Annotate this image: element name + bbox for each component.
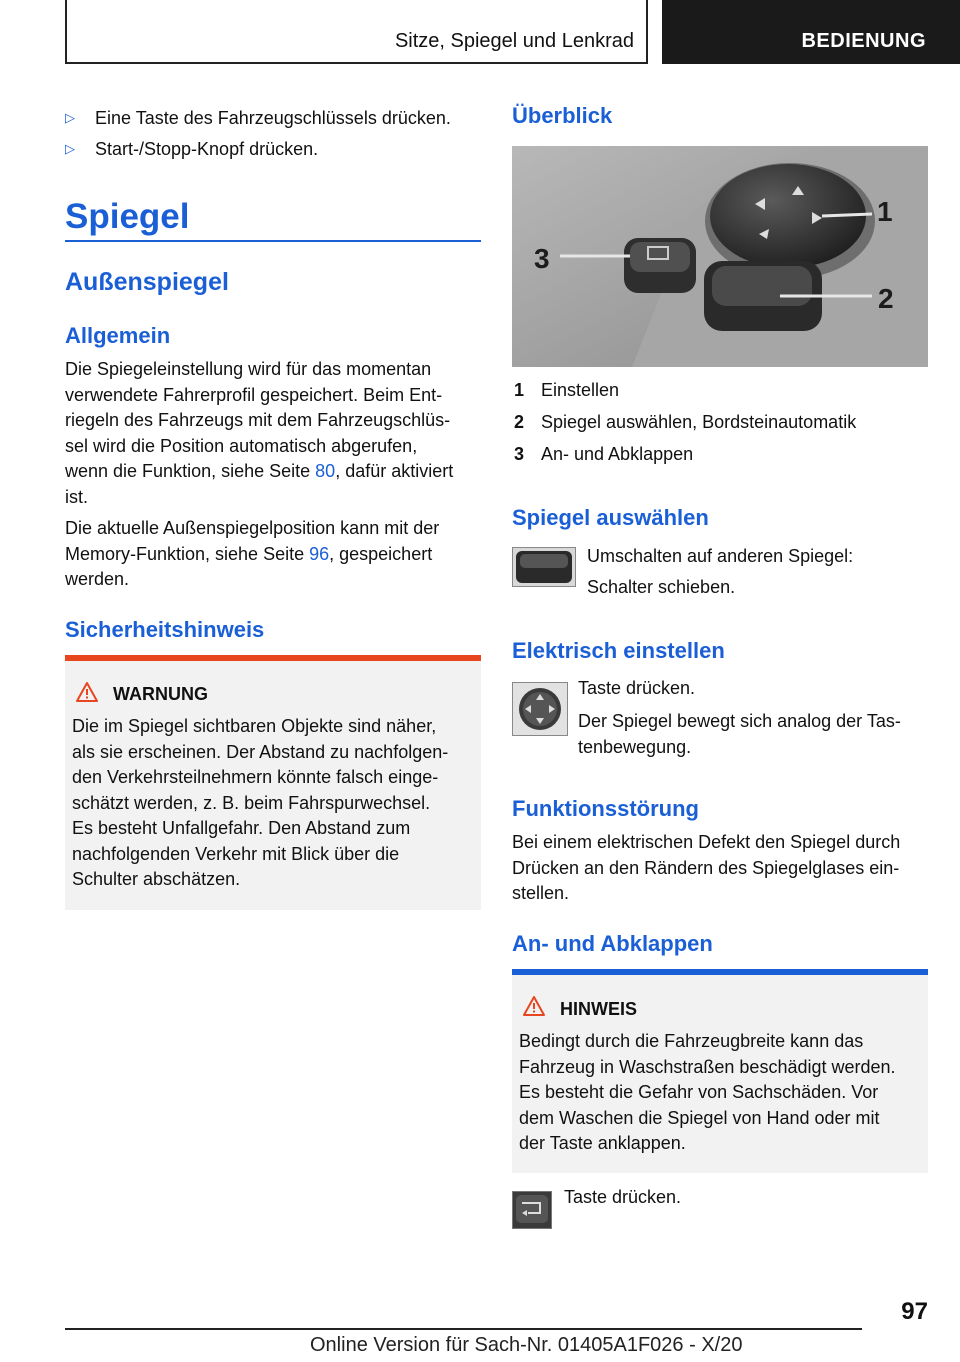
warning-title: WARNUNG — [113, 684, 208, 704]
paragraph-memory: Die aktuelle Außenspiegelposition kann mit der Memory-Funktion, siehe Seite 96, gespeichert werden. — [65, 518, 440, 589]
fold-text: Taste drücken. — [564, 1187, 682, 1207]
section-tab-label: BEDIENUNG — [801, 30, 926, 52]
legend-text: Spiegel auswählen, Bordsteinautomatik — [541, 412, 857, 432]
warning-text: Die im Spiegel sichtbaren Objekte sind näher, als sie erscheinen. Der Abstand zu nachfolgen- den Verkehrsteilnehmern könnte falsch einge- schätzt werden, z. B. beim Fahrspurwechsel. Es besteht Unfallgefahr. Den Abstand zum nachfolgenden Verkehr mit Blick über die Schulter abschätzen. — [72, 716, 449, 889]
heading-sicherheitshinweis: Sicherheitshinweis — [65, 617, 265, 642]
triangle-bullet-icon: ▷ — [65, 141, 75, 156]
warning-box — [65, 655, 481, 910]
notice-triangle-icon — [522, 995, 546, 1017]
notice-title: HINWEIS — [560, 999, 638, 1019]
notice-box — [512, 969, 928, 1173]
heading-spiegel-auswaehlen: Spiegel auswählen — [512, 505, 709, 530]
page-link-96[interactable]: 96 — [309, 543, 330, 564]
direction-pad-icon — [512, 682, 568, 736]
legend-text: Einstellen — [541, 380, 620, 400]
heading-allgemein: Allgemein — [65, 323, 171, 348]
legend-number: 1 — [514, 380, 525, 400]
photo-label-2: 2 — [878, 283, 894, 314]
fault-text: Bei einem elektrischen Defekt den Spiegel durch Drücken an den Rändern des Spiegelglases ein- stellen. — [512, 832, 901, 903]
heading-aussenspiegel: Außenspiegel — [65, 268, 229, 296]
notice-bar — [512, 969, 928, 975]
header-frame — [65, 0, 648, 64]
footer-text: Online Version für Sach-Nr. 01405A1F026 - X/20 — [310, 1334, 743, 1356]
section-tab[interactable] — [662, 0, 960, 64]
paragraph-general: Die Spiegeleinstellung wird für das momentan verwendete Fahrerprofil gespeichert. Beim Ent- riegeln des Fahrzeugs mit dem Fahrzeugschlüs- sel wird die Position automatisch abgerufen, wenn die Funktion, siehe Seite 80, dafür aktiviert ist. — [65, 359, 454, 507]
heading-funktionsstoerung: Funktionsstörung — [512, 796, 699, 821]
fold-button-icon — [512, 1191, 552, 1229]
select-text-1: Umschalten auf anderen Spiegel: — [587, 546, 854, 566]
triangle-bullet-icon: ▷ — [65, 110, 75, 125]
adjust-text-1: Taste drücken. — [578, 678, 696, 698]
heading-an-und-abklappen: An- und Abklappen — [512, 931, 713, 956]
legend-number: 3 — [514, 444, 525, 464]
mirror-control-photo — [512, 146, 928, 367]
select-switch-icon — [512, 547, 576, 587]
notice-text: Bedingt durch die Fahrzeugbreite kann das Fahrzeug in Waschstraßen beschädigt werden. Es besteht die Gefahr von Sachschäden. Vor dem Waschen die Spiegel von Hand oder mit der Taste anklappen. — [519, 1031, 896, 1153]
page-link-80[interactable]: 80 — [315, 461, 336, 481]
heading-underline — [65, 240, 481, 242]
legend-text: An- und Abklappen — [541, 444, 694, 464]
adjust-text-2: Der Spiegel bewegt sich analog der Tas- tenbewegung. — [578, 711, 901, 757]
footer-rule — [65, 1328, 862, 1330]
heading-spiegel: Spiegel — [65, 197, 190, 236]
legend-number: 2 — [514, 412, 525, 432]
warning-bar — [65, 655, 481, 661]
page-number: 97 — [901, 1298, 928, 1325]
chapter-title: Sitze, Spiegel und Lenkrad — [394, 30, 634, 52]
photo-label-1: 1 — [877, 196, 893, 227]
heading-ueberblick: Überblick — [512, 103, 613, 128]
warning-triangle-icon — [75, 681, 99, 703]
photo-label-3: 3 — [534, 243, 550, 274]
select-text-2: Schalter schieben. — [587, 577, 736, 597]
heading-elektrisch-einstellen: Elektrisch einstellen — [512, 638, 725, 663]
